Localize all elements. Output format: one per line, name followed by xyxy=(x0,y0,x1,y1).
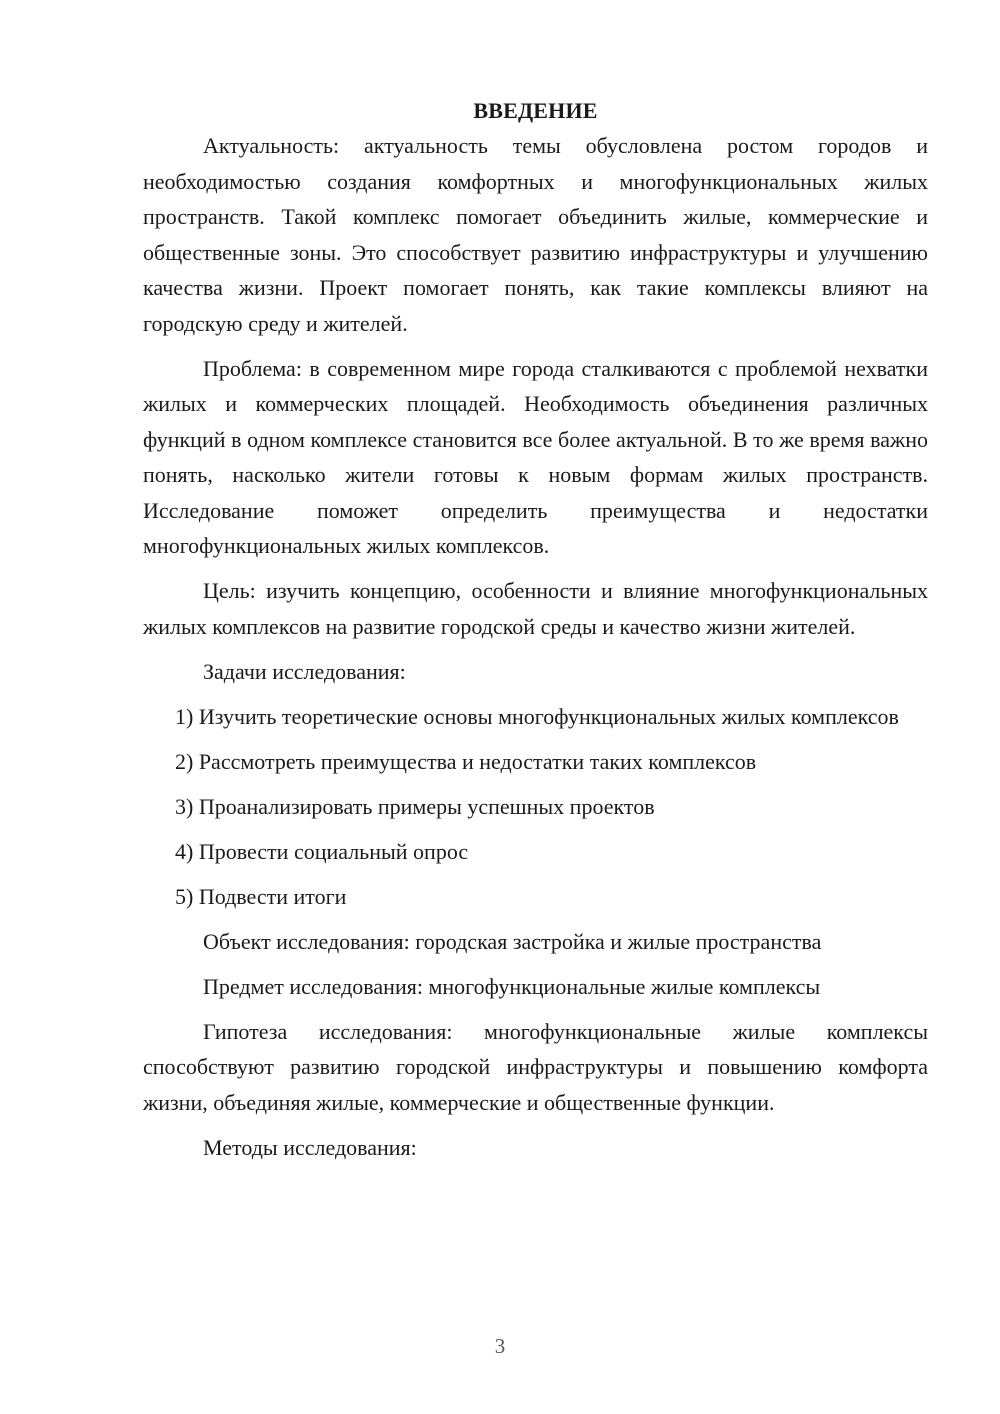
tasks-list xyxy=(143,699,928,915)
page-title: ВВЕДЕНИЕ xyxy=(473,98,598,123)
task-item-1: 1) Изучить теоретические основы многофункциональных жилых комплексов xyxy=(175,703,899,729)
page-number: 3 xyxy=(494,1334,506,1358)
task-item-4: 4) Провести социальный опрос xyxy=(175,838,469,864)
object-paragraph: Объект исследования: городская застройка и жилые пространства xyxy=(203,928,822,954)
methods-heading: Методы исследования: xyxy=(203,1134,417,1160)
tasks-heading: Задачи исследования: xyxy=(203,658,406,684)
subject-paragraph: Предмет исследования: многофункциональные жилые комплексы xyxy=(203,973,821,999)
task-item-3: 3) Проанализировать примеры успешных проектов xyxy=(175,793,655,819)
problem-paragraph: Проблема: в современном мире города сталкиваются с проблемой нехватки жилых и коммерческих площадей. Необходимость объединения различных функций в одном комплексе становится все более актуальной. В то же время важно понять, насколько жители готовы к новым формам жилых пространств. Исследование поможет определить преимущества и недостатки многофункциональных жилых комплексов. xyxy=(143,355,928,558)
document-page xyxy=(143,93,928,1165)
task-item-2: 2) Рассмотреть преимущества и недостатки таких комплексов xyxy=(175,748,757,774)
task-item-5: 5) Подвести итоги xyxy=(175,883,347,909)
hypothesis-paragraph: Гипотеза исследования: многофункциональные жилые комплексы способствуют развитию городской инфраструктуры и повышению комфорта жизни, объединяя жилые, коммерческие и общественные функции. xyxy=(143,1018,928,1115)
relevance-paragraph: Актуальность: актуальность темы обусловлена ростом городов и необходимостью создания комфортных и многофункциональных жилых пространств. Такой комплекс помогает объединить жилые, коммерческие и общественные зоны. Это способствует развитию инфраструктуры и улучшению качества жизни. Проект помогает понять, как такие комплексы влияют на городскую среду и жителей. xyxy=(143,133,928,336)
goal-paragraph: Цель: изучить концепцию, особенности и влияние многофункциональных жилых комплексов на развитие городской среды и качество жизни жителей. xyxy=(143,578,928,639)
